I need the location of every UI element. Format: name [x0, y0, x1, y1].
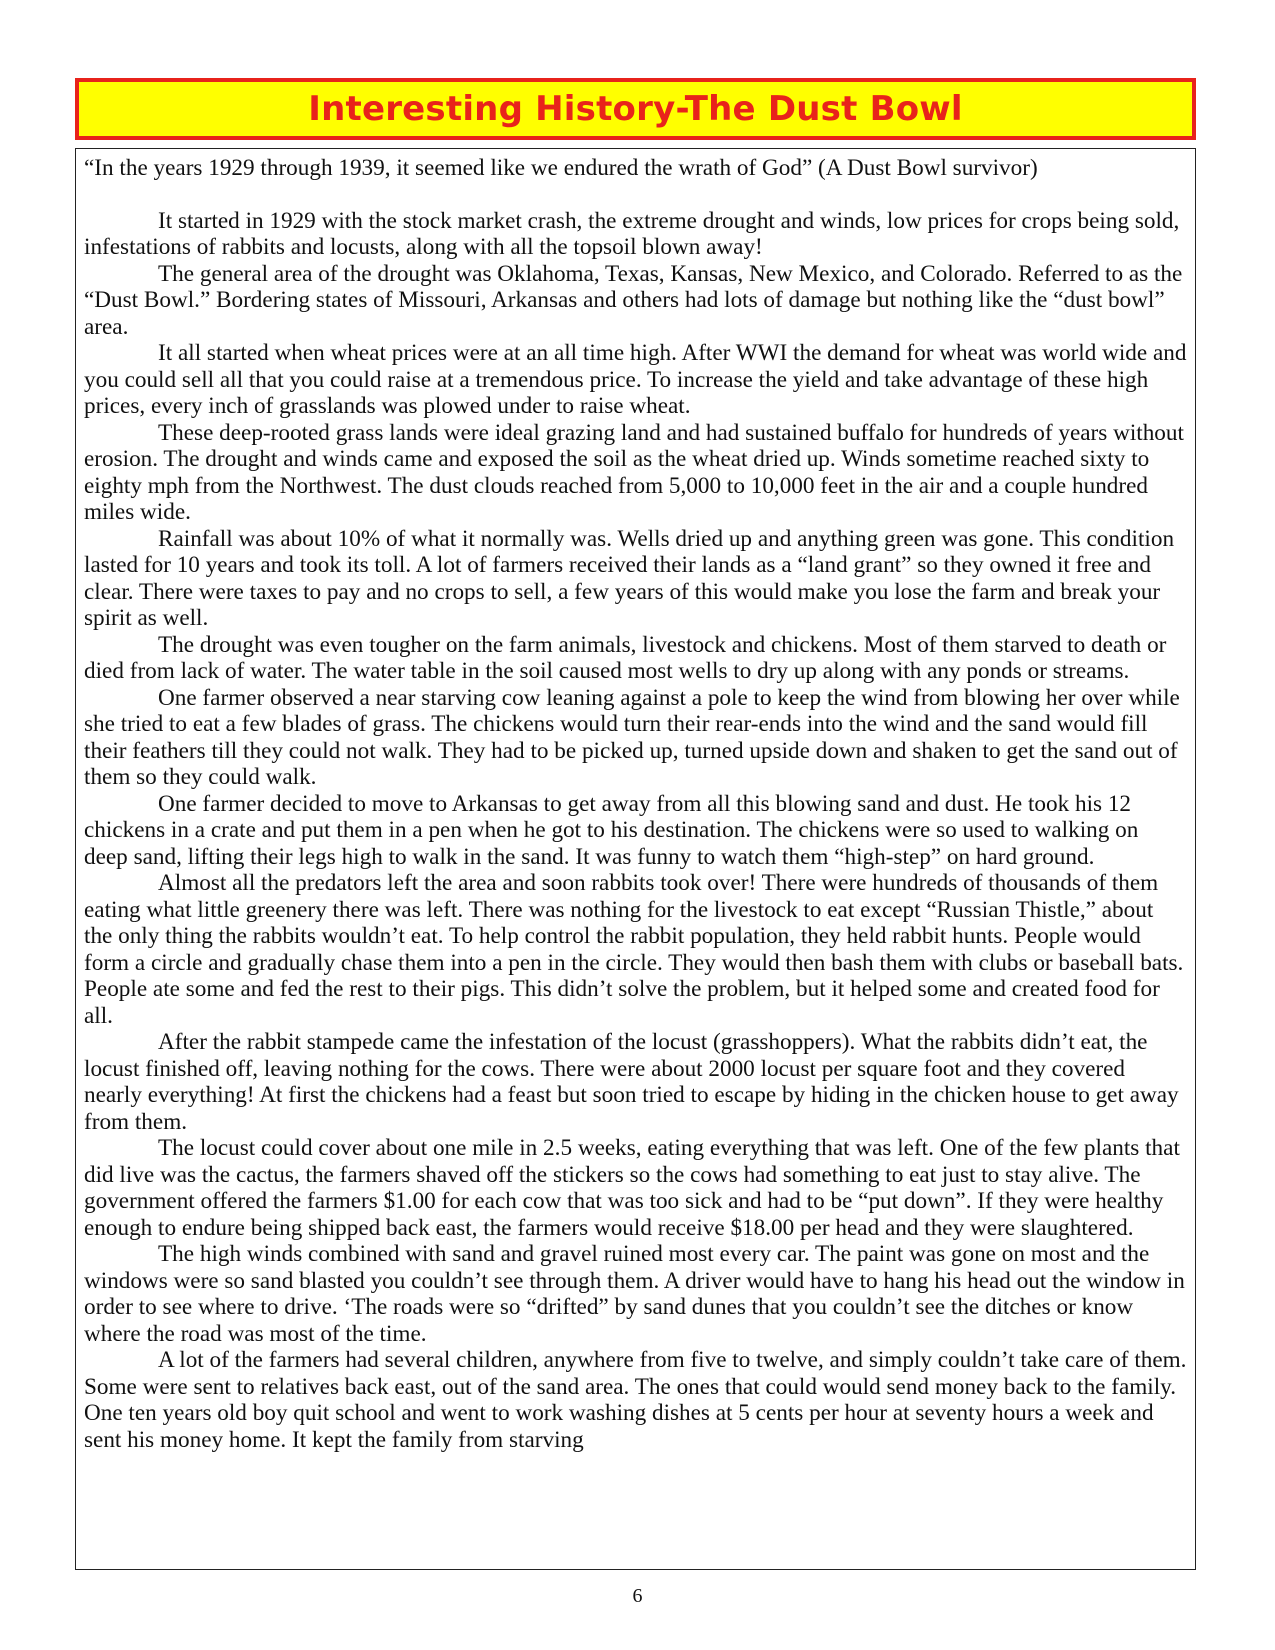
title-banner [75, 78, 1196, 140]
paragraph-4: These deep-rooted grass lands were ideal grazing land and had sustained buffalo for hundreds of years without erosion. The drought and winds came and exposed the soil as the wheat dried up. Winds sometime reached sixty to eighty mph from the Northwest. The dust clouds reached from 5,000 to 10,000 feet in the air and a couple hundred miles wide. [84, 419, 1184, 525]
paragraph-5: Rainfall was about 10% of what it normally was. Wells dried up and anything green was gone. This condition lasted for 10 years and took its toll. A lot of farmers received their lands as a “land grant” so they owned it free and clear. There were taxes to pay and no crops to sell, a few years of this would make you lose the farm and break your spirit as well. [84, 525, 1175, 631]
page-number: 6 [632, 1585, 643, 1607]
paragraph-1: It started in 1929 with the stock market crash, the extreme drought and winds, low prices for crops being sold, infestations of rabbits and locusts, along with all the topsoil blown away! [84, 207, 1180, 260]
quote-spacer [84, 182, 1187, 208]
paragraph-7: One farmer observed a near starving cow leaning against a pole to keep the wind from blowing her over while she tried to eat a few blades of grass. The chickens would turn their rear-ends into the wind and the sand would fill their feathers till they could not walk. They had to be picked up, turned upside down and shaken to get the sand out of them so they could walk. [84, 684, 1180, 790]
paragraph-9: Almost all the predators left the area and soon rabbits took over! There were hundreds of thousands of them eating what little greenery there was left. There was nothing for the livestock to eat except “Russian Thistle,” about the only thing the rabbits wouldn’t eat. To help control the rabbit population, they held rabbit hunts. People would form a circle and gradually chase them into a pen in the circle. They would then bash them with clubs or baseball bats. People ate some and fed the rest to their pigs. This didn’t solve the problem, but it helped some and created food for all. [84, 870, 1184, 1029]
paragraph-10: After the rabbit stampede came the infestation of the locust (grasshoppers). What the rabbits didn’t eat, the locust finished off, leaving nothing for the cows. There were about 2000 locust per square foot and they covered nearly everything! At first the chickens had a feast but soon tried to escape by hiding in the chicken house to get away from them. [84, 1029, 1179, 1135]
paragraph-13: A lot of the farmers had several children, anywhere from five to twelve, and simply couldn’t take care of them. Some were sent to relatives back east, out of the sand area. The ones that could would send money back to the family. One ten years old boy quit school and went to work washing dishes at 5 cents per hour at seventy hours a week and sent his money home. It kept the family from starving [84, 1347, 1187, 1453]
paragraph-3: It all started when wheat prices were at an all time high. After WWI the demand for wheat was world wide and you could sell all that you could raise at a tremendous price. To increase the yield and take advantage of these high prices, every inch of grasslands was plowed under to raise wheat. [84, 340, 1187, 419]
paragraph-6: The drought was even tougher on the farm animals, livestock and chickens. Most of them starved to death or died from lack of water. The water table in the soil caused most wells to dry up along with any ponds or streams. [84, 631, 1167, 684]
paragraph-8: One farmer decided to move to Arkansas to get away from all this blowing sand and dust. He took his 12 chickens in a crate and put them in a pen when he got to his destination. The chickens were so used to walking on deep sand, lifting their legs high to walk in the sand. It was funny to watch them “high-step” on hard ground. [84, 790, 1139, 870]
paragraph-12: The high winds combined with sand and gravel ruined most every car. The paint was gone on most and the windows were so sand blasted you couldn’t see through them. A driver would have to hang his head out the window in order to see where to drive. ‘The roads were so “drifted” by sand dunes that you couldn’t see the ditches or know where the road was most of the time. [84, 1241, 1185, 1347]
paragraph-11: The locust could cover about one mile in 2.5 weeks, eating everything that was left. One of the few plants that did live was the cactus, the farmers shaved off the stickers so the cows had something to eat just to stay alive. The government offered the farmers $1.00 for each cow that was too sick and had to be “put down”. If they were healthy enough to endure being shipped back east, the farmers would receive $18.00 per head and they were slaughtered. [84, 1135, 1180, 1241]
paragraph-2: The general area of the drought was Oklahoma, Texas, Kansas, New Mexico, and Colorado. Referred to as the “Dust Bowl.” Bordering states of Missouri, Arkansas and others had lots of damage but nothing like the “dust bowl” area. [84, 260, 1183, 340]
survivor-quote: “In the years 1929 through 1939, it seemed like we endured the wrath of God” (A Dust Bowl survivor) [84, 155, 1038, 181]
page-title: Interesting History-The Dust Bowl [308, 89, 963, 129]
article-box [75, 148, 1196, 1570]
article-body [84, 208, 1187, 1454]
